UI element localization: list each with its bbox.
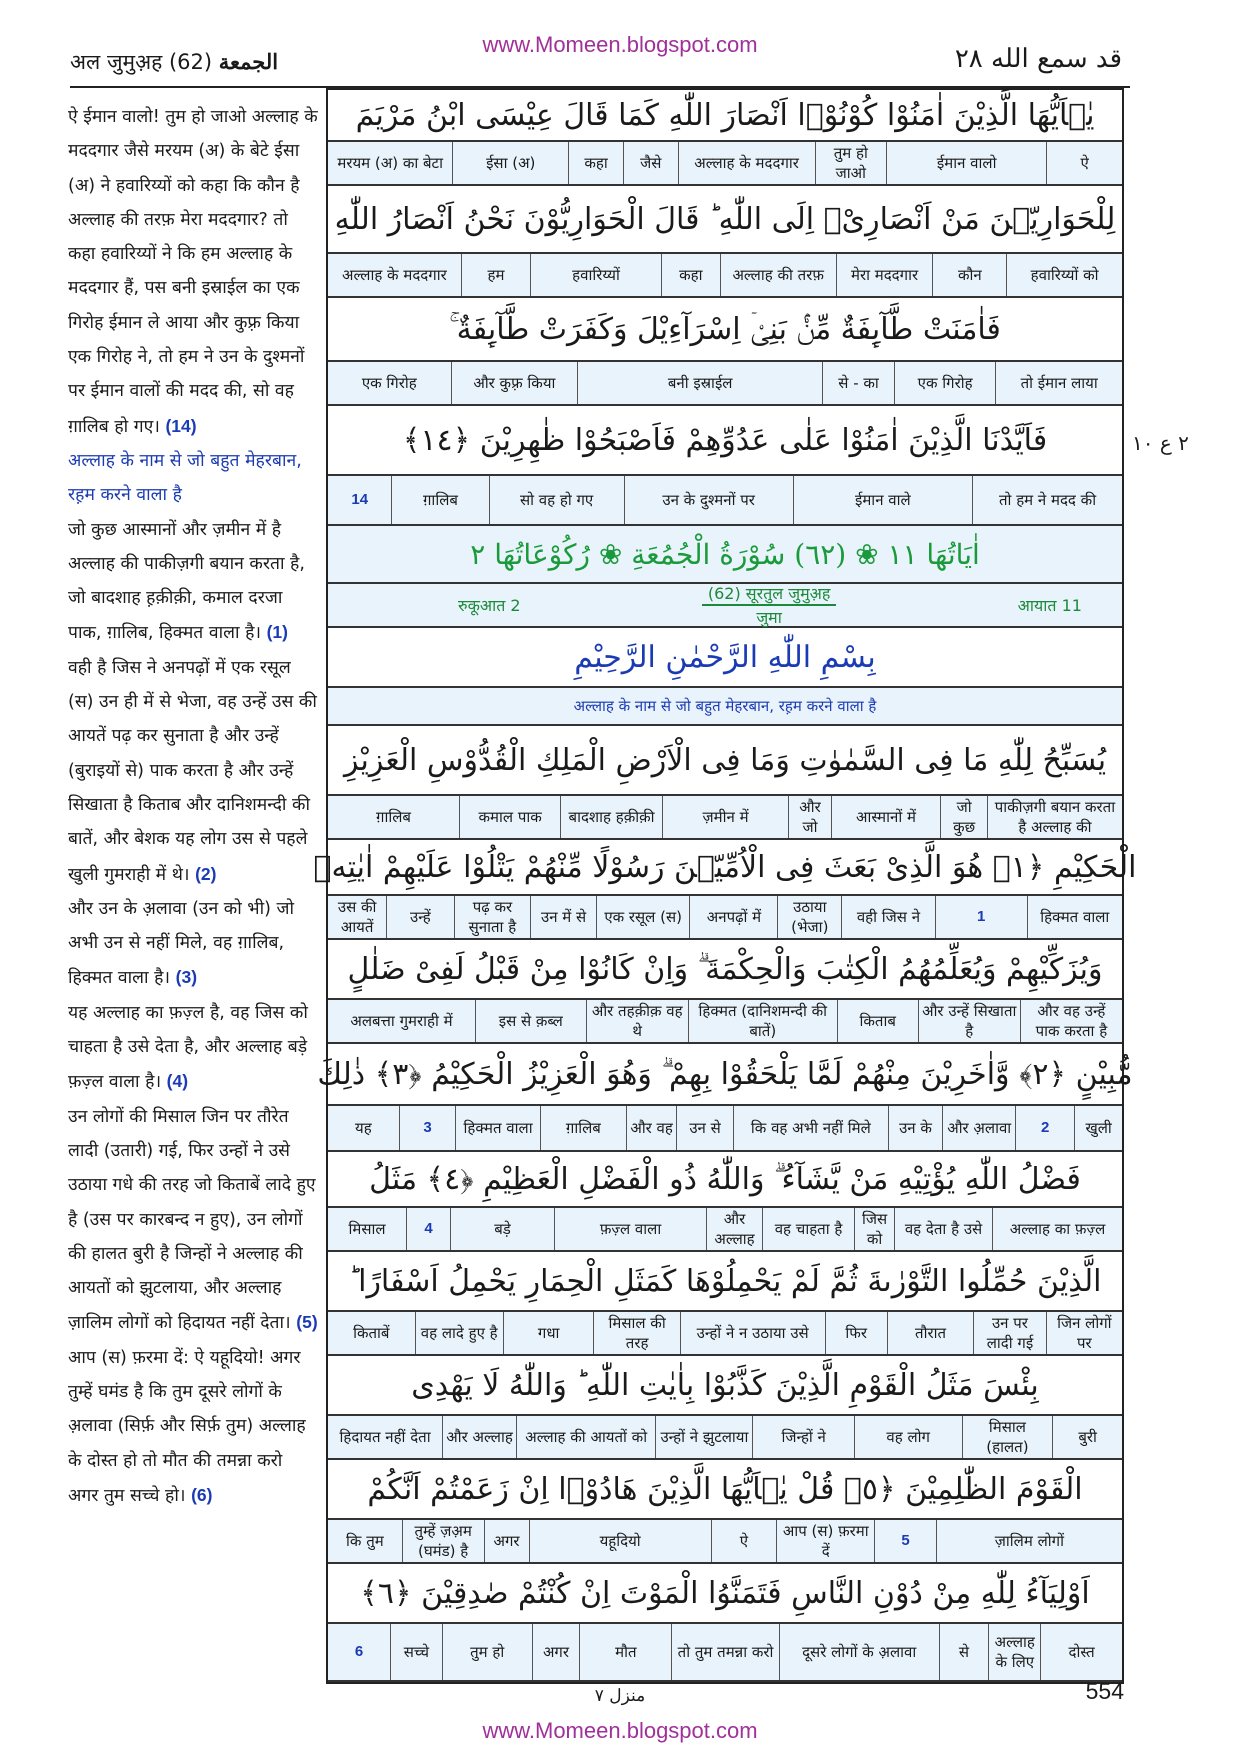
translation-text: अल्लाह के नाम से जो बहुत मेहरबान, रह़म करने वाला है xyxy=(68,450,302,506)
word-meaning-cell: 2 xyxy=(1015,1106,1074,1150)
verse-number: (14) xyxy=(165,415,197,436)
word-translation-row xyxy=(328,796,1122,840)
word-meaning-cell: हिक्मत वाला xyxy=(1027,896,1123,938)
translation-text: उन लोगों की मिसाल जिन पर तौरेत लादी (उतारी) गई, फिर उन्हों ने उसे उठाया गधे की तरह जो किताबें लादे हुए है (उस पर कारबन्द न हुए), उन लोगों की हालत बुरी है जिन्हों ने अल्लाह की आयतों को झुटलाया, और अल्लाह ज़ालिम लोगों को हिदायत नहीं देता। xyxy=(68,1106,316,1334)
header-hindi: अल जुमुअ़ह (62) xyxy=(70,50,213,74)
word-meaning-cell: मेरा मददगार xyxy=(836,254,933,296)
word-meaning-cell: और अ़लावा xyxy=(942,1106,1015,1150)
word-meaning-cell: उन से xyxy=(676,1106,733,1150)
word-meaning-cell: सो वह हो गए xyxy=(489,476,624,524)
word-meaning-cell: और वह xyxy=(626,1106,676,1150)
word-by-word-table xyxy=(313,88,1137,1684)
word-meaning-cell: उस की आयतें xyxy=(337,898,377,936)
word-meaning-cell: किताबें xyxy=(353,1324,390,1342)
footer-site-link[interactable]: www.Momeen.blogspot.com xyxy=(482,1718,758,1743)
word-meaning-cell: वह लादे हुए है xyxy=(415,1312,503,1354)
word-translation-row xyxy=(328,1312,1122,1356)
word-meaning-cell: उन में से xyxy=(530,896,596,938)
verse-number: (1) xyxy=(266,622,288,643)
word-translation-row xyxy=(328,896,1122,940)
arabic-verse-line: لِلْحَوَارِيّٖنَ مَنْ اَنْصَارِىْۤ اِلَى اللّٰهِ ؕ قَالَ الْحَوَارِيُّوْنَ نَحْنُ اَنْصَارُ اللّٰهِ xyxy=(328,186,1122,254)
word-meaning-cell: वह देता है उसे xyxy=(894,1208,992,1250)
word-meaning-cell: यहूदियो xyxy=(529,1520,711,1562)
word-meaning-cell: पाकीज़गी बयान करता है अल्लाह की xyxy=(987,796,1122,838)
word-meaning-cell: अगर xyxy=(532,1624,580,1680)
word-meaning-cell: अल्लाह के लिए xyxy=(988,1624,1040,1680)
word-meaning-cell: से xyxy=(939,1624,989,1680)
arabic-verse-line: فَاٰمَنَتْ طَّآىِٕفَةٌ مِّنْۢ بَنِىْۤ اِسْرَآءِيْلَ وَكَفَرَتْ طَّآىِٕفَةٌ ۚ xyxy=(328,298,1122,362)
word-translation-row xyxy=(328,1520,1122,1564)
word-translation-row xyxy=(328,142,1122,186)
word-meaning-cell: और तहक़ीक़ वह थे xyxy=(586,1000,688,1042)
word-meaning-cell: ऐ xyxy=(1046,142,1122,184)
word-meaning-cell: और वह उन्हें पाक करता है xyxy=(1020,1000,1122,1042)
word-meaning-cell: हम xyxy=(461,254,531,296)
word-translation-row xyxy=(328,1624,1122,1682)
translation-text: वही है जिस ने अनपढ़ों में एक रसूल (स) उन ही में से भेजा, वह उन्हें उस की आयतें पढ़ कर सुनाता है और उन्हें (बुराइयों से) पाक करता है और उन्हें सिखाता है किताब और दानिशमन्दी की बातें, और बेशक यह लोग उस से पहले खुली गुमराही में थे। xyxy=(68,657,317,885)
word-meaning-cell: अलबत्ता गुमराही में xyxy=(350,1012,453,1030)
verse-number: (4) xyxy=(166,1071,189,1092)
footer-manzil: منزل ٧ xyxy=(594,1686,646,1706)
word-meaning-cell: हवारिय्यों को xyxy=(1006,254,1122,296)
word-meaning-cell: तो ईमान लाया xyxy=(995,362,1122,404)
word-meaning-cell: उन्हों ने झुटलाया xyxy=(655,1416,752,1458)
word-meaning-cell: अल्लाह के मददगार xyxy=(678,142,815,184)
word-meaning-cell: जो कुछ xyxy=(940,796,986,838)
word-meaning-cell: कि तुम xyxy=(346,1532,384,1550)
word-meaning-cell: आप (स) फ़रमा दें xyxy=(776,1520,874,1562)
surah-name: (62) सूरतुल जुमुअ़ह xyxy=(702,582,837,606)
word-meaning-cell: उन्हों ने न उठाया उसे xyxy=(680,1312,825,1354)
word-meaning-cell: 5 xyxy=(874,1520,935,1562)
word-meaning-cell: अगर xyxy=(484,1520,529,1562)
word-meaning-cell: बड़े xyxy=(450,1208,554,1250)
word-meaning-cell: कहा xyxy=(661,254,720,296)
translation-paragraph xyxy=(68,1100,318,1341)
word-meaning-cell: वह लोग xyxy=(854,1416,962,1458)
word-meaning-cell: जिस को xyxy=(854,1208,894,1250)
header-arabic: الجمعة xyxy=(218,49,279,74)
word-meaning-cell: दूसरे लोगों के अ़लावा xyxy=(779,1624,939,1680)
arabic-verse-line: الْحَكِيْمِ ﴿١﴾ هُوَ الَّذِىْ بَعَثَ فِى الْاُمِّيّٖنَ رَسُوْلًا مِّنْهُمْ يَتْلُوْا عَلَيْهِمْ اٰيٰتِهٖ xyxy=(328,840,1122,896)
word-meaning-cell: जैसे xyxy=(623,142,678,184)
surah-title-line: اٰيَاتُهَا ١١ ❀ (٦٢) سُوْرَةُ الْجُمُعَةِ ❀ رُكُوْعَاتُهَا ٢ xyxy=(328,526,1122,584)
word-translation-row xyxy=(328,1208,1122,1252)
arabic-verse-line: وَيُزَكِّيْهِمْ وَيُعَلِّمُهُمُ الْكِتٰبَ وَالْحِكْمَةَ ۗ وَاِنْ كَانُوْا مِنْ قَبْلُ لَفِىْ ضَلٰلٍ xyxy=(328,940,1122,1000)
word-meaning-cell: कि वह अभी नहीं मिले xyxy=(733,1106,888,1150)
word-meaning-cell: मिसाल (हालत) xyxy=(962,1416,1053,1458)
word-meaning-cell: अल्लाह की आयतों को xyxy=(516,1416,655,1458)
translation-text: और उन के अ़लावा (उन को भी) जो अभी उन से नहीं मिले, वह ग़ालिब, हिक्मत वाला है। xyxy=(68,898,295,989)
word-translation-row xyxy=(328,1000,1122,1044)
word-meaning-cell: ग़ालिब xyxy=(540,1106,626,1150)
word-meaning-cell: उन के xyxy=(888,1106,943,1150)
word-meaning-cell: 3 xyxy=(399,1106,456,1150)
word-meaning-cell: और कुफ़्र किया xyxy=(451,362,578,404)
word-meaning-cell: इस से क़ब्ल xyxy=(475,1000,586,1042)
word-meaning-cell: वह चाहता है xyxy=(762,1208,854,1250)
surah-info-row xyxy=(328,584,1122,628)
word-meaning-cell: उन्हें xyxy=(386,896,453,938)
word-meaning-cell: तौरात xyxy=(887,1312,973,1354)
word-meaning-cell: 4 xyxy=(406,1208,450,1250)
word-meaning-cell: आस्मानों में xyxy=(831,796,941,838)
verse-number: (3) xyxy=(175,967,198,988)
page-number: 554 xyxy=(1085,1678,1124,1704)
word-meaning-cell: 14 xyxy=(351,491,369,508)
word-meaning-cell: मरयम (अ) का बेटा xyxy=(337,154,444,172)
arabic-verse-line: اَوْلِيَآءُ لِلّٰهِ مِنْ دُوْنِ النَّاسِ فَتَمَنَّوُا الْمَوْتَ اِنْ كُنْتُمْ صٰدِقِيْنَ ﴿٦﴾ xyxy=(328,1564,1122,1624)
word-meaning-cell: और अल्लाह xyxy=(706,1208,762,1250)
translation-paragraph xyxy=(68,892,318,996)
word-meaning-cell: जिन्हों ने xyxy=(752,1416,853,1458)
word-meaning-cell: मिसाल की तरह xyxy=(593,1312,679,1354)
word-meaning-cell: पढ़ कर सुनाता है xyxy=(454,896,531,938)
arabic-verse-line: فَضْلُ اللّٰهِ يُؤْتِيْهِ مَنْ يَّشَآءُ ۗ وَاللّٰهُ ذُو الْفَضْلِ الْعَظِيْمِ ﴿٤﴾ مَثَلُ xyxy=(328,1152,1122,1208)
word-meaning-cell: जिन लोगों पर xyxy=(1046,1312,1122,1354)
word-meaning-cell: मिसाल xyxy=(348,1220,386,1238)
word-meaning-cell: उठाया (भेजा) xyxy=(777,896,841,938)
translation-paragraph xyxy=(68,996,318,1100)
word-meaning-cell: 6 xyxy=(354,1643,364,1660)
word-translation-row xyxy=(328,476,1122,526)
translation-paragraph xyxy=(68,651,318,892)
word-meaning-cell: और अल्लाह xyxy=(442,1416,516,1458)
arabic-verse-line: يُسَبِّحُ لِلّٰهِ مَا فِى السَّمٰوٰتِ وَمَا فِى الْاَرْضِ الْمَلِكِ الْقُدُّوْسِ الْعَزِيْزِ xyxy=(328,726,1122,796)
word-meaning-cell: तुम हो xyxy=(442,1624,532,1680)
word-meaning-cell: और जो xyxy=(788,796,830,838)
word-meaning-cell: वही जिस ने xyxy=(841,896,935,938)
word-meaning-cell: ग़ालिब xyxy=(376,808,411,826)
ruku-marker: ٢ ع ١٠ xyxy=(1132,431,1189,455)
word-meaning-cell: अल्लाह की तरफ़ xyxy=(720,254,836,296)
word-meaning-cell: अल्लाह के मददगार xyxy=(342,266,447,284)
word-meaning-cell: हिदायत नहीं देता xyxy=(339,1428,431,1446)
word-meaning-cell: एक गिरोह xyxy=(361,374,417,392)
word-meaning-cell: हवारिय्यों xyxy=(530,254,661,296)
word-meaning-cell: कमाल पाक xyxy=(459,796,560,838)
word-meaning-cell: ज़मीन में xyxy=(662,796,789,838)
header-site-link[interactable]: www.Momeen.blogspot.com xyxy=(482,32,758,57)
word-meaning-cell: फ़ज़्ल वाला xyxy=(554,1208,706,1250)
word-meaning-cell: ईमान वालो xyxy=(886,142,1046,184)
bismillah-translation: अल्लाह के नाम से जो बहुत मेहरबान, रह़म करने वाला है xyxy=(328,688,1122,726)
arabic-verse-line: بِئْسَ مَثَلُ الْقَوْمِ الَّذِيْنَ كَذَّبُوْا بِاٰيٰتِ اللّٰهِ ؕ وَاللّٰهُ لَا يَهْدِى xyxy=(328,1356,1122,1416)
arabic-verse-line: مُّبِيْنٍ ﴿٢﴾ وَّاٰخَرِيْنَ مِنْهُمْ لَمَّا يَلْحَقُوْا بِهِمْ ۗ وَهُوَ الْعَزِيْزُ الْحَكِيْمُ ﴿٣﴾ ذٰلِكَ xyxy=(328,1044,1122,1106)
word-meaning-cell: अल्लाह का फ़ज़्ल xyxy=(992,1208,1122,1250)
translation-text: यह अल्लाह का फ़ज़्ल है, वह जिस को चाहता है उसे देता है, और अल्लाह बड़े फ़ज़्ल वाला है। xyxy=(68,1002,308,1093)
translation-paragraph xyxy=(68,1341,318,1513)
header-juz-name: قد سمع الله ٢٨ xyxy=(954,44,1122,74)
word-translation-row xyxy=(328,1416,1122,1460)
word-meaning-cell: बनी इस्राईल xyxy=(577,362,822,404)
word-meaning-cell: ग़ालिब xyxy=(391,476,488,524)
word-meaning-cell: बादशाह हक़ीक़ी xyxy=(560,796,661,838)
translation-text: ऐ ईमान वालो! तुम हो जाओ अल्लाह के मददगार जैसे मरयम (अ) के बेटे ईसा (अ) ने हवारिय्यों को कहा कि कौन है अल्लाह की तरफ़ मेरा मददगार? तो कहा हवारिय्यों ने कि हम अल्लाह के मददगार हैं, पस बनी इस्राईल का एक गिरोह ईमान ले आया और कुफ़्र किया एक गिरोह ने, तो हम ने उन के दुश्मनों पर ईमान वालों की मदद की, सो वह ग़ालिब हो गए। xyxy=(68,107,318,437)
word-meaning-cell: हिक्मत (दानिशमन्दी की बातें) xyxy=(688,1000,837,1042)
word-meaning-cell: फिर xyxy=(825,1312,887,1354)
word-meaning-cell: तुम्हें ज़अ़म (घमंड) है xyxy=(402,1520,484,1562)
bismillah-line: بِسْمِ اللّٰهِ الرَّحْمٰنِ الرَّحِيْمِ xyxy=(328,628,1122,688)
translation-text: आप (स) फ़रमा दें: ऐ यहूदियो! अगर तुम्हें घमंड है कि तुम दूसरे लोगों के अ़लावा (सिर्फ़ और सिर्फ़ तुम) अल्लाह के दोस्त हो तो मौत की तमन्ना करो अगर तुम सच्चे हो। xyxy=(68,1347,306,1506)
translation-paragraph xyxy=(68,513,318,651)
word-meaning-cell: कौन xyxy=(932,254,1006,296)
arabic-verse-line: يٰۤاَيُّهَا الَّذِيْنَ اٰمَنُوْا كُوْنُوْۤا اَنْصَارَ اللّٰهِ كَمَا قَالَ عِيْسَى ابْنُ مَرْيَمَ xyxy=(328,90,1122,142)
word-meaning-cell: तो तुम तमन्ना करो xyxy=(671,1624,779,1680)
word-meaning-cell: मौत xyxy=(579,1624,671,1680)
word-meaning-cell: तो हम ने मदद की xyxy=(972,476,1122,524)
surah-meaning: जुमा xyxy=(756,608,782,627)
arabic-verse-line: الَّذِيْنَ حُمِّلُوا التَّوْرٰىةَ ثُمَّ لَمْ يَحْمِلُوْهَا كَمَثَلِ الْحِمَارِ يَحْمِلُ اَسْفَارًا ؕ xyxy=(328,1252,1122,1312)
word-translation-row xyxy=(328,362,1122,406)
word-meaning-cell: हिक्मत वाला xyxy=(455,1106,539,1150)
word-meaning-cell: से - का xyxy=(822,362,894,404)
verse-number: (6) xyxy=(191,1484,213,1505)
translation-paragraph xyxy=(68,444,318,513)
ruku-count: रुकूआत 2 xyxy=(458,596,521,615)
word-meaning-cell: ईमान वाले xyxy=(793,476,972,524)
word-translation-row xyxy=(328,254,1122,298)
word-meaning-cell: गधा xyxy=(503,1312,593,1354)
word-meaning-cell: कहा xyxy=(568,142,623,184)
word-meaning-cell: एक रसूल (स) xyxy=(596,896,690,938)
word-meaning-cell: यह xyxy=(355,1119,372,1137)
word-meaning-cell: उन पर लादी गई xyxy=(973,1312,1045,1354)
word-meaning-cell: ऐ xyxy=(711,1520,776,1562)
surah-name-block xyxy=(702,582,837,628)
word-meaning-cell: सच्चे xyxy=(390,1624,442,1680)
word-meaning-cell: खुली xyxy=(1074,1106,1122,1150)
word-meaning-cell: ज़ालिम लोगों xyxy=(936,1520,1122,1562)
word-meaning-cell: 1 xyxy=(935,896,1027,938)
word-meaning-cell: किताब xyxy=(837,1000,918,1042)
word-meaning-cell: बुरी xyxy=(1052,1416,1122,1458)
verse-number: (2) xyxy=(195,863,217,884)
left-translation-column xyxy=(68,100,318,1513)
word-translation-row xyxy=(328,1106,1122,1152)
word-meaning-cell: ईसा (अ) xyxy=(452,142,568,184)
translation-text: जो कुछ आस्मानों और ज़मीन में है अल्लाह की पाकीज़गी बयान करता है, जो बादशाह ह़क़ीक़ी, कमाल दरजा पाक, ग़ालिब, हिक्मत वाला है। xyxy=(68,519,305,644)
translation-paragraph xyxy=(68,100,318,444)
word-meaning-cell: उन के दुश्मनों पर xyxy=(624,476,793,524)
arabic-verse-line: فَاَيَّدْنَا الَّذِيْنَ اٰمَنُوْا عَلٰى عَدُوِّهِمْ فَاَصْبَحُوْا ظٰهِرِيْنَ ﴿١٤﴾ xyxy=(328,406,1122,476)
word-meaning-cell: अनपढ़ों में xyxy=(689,896,777,938)
word-meaning-cell: दोस्त xyxy=(1040,1624,1122,1680)
word-meaning-cell: तुम हो जाओ xyxy=(815,142,887,184)
ayat-count: आयात 11 xyxy=(1017,596,1082,615)
word-meaning-cell: और उन्हें सिखाता है xyxy=(918,1000,1020,1042)
verse-number: (5) xyxy=(296,1312,318,1333)
word-meaning-cell: एक गिरोह xyxy=(894,362,995,404)
arabic-verse-line: الْقَوْمَ الظّٰلِمِيْنَ ﴿٥﴾ قُلْ يٰۤاَيُّهَا الَّذِيْنَ هَادُوْۤا اِنْ زَعَمْتُمْ اَنَّكُمْ xyxy=(328,1460,1122,1520)
